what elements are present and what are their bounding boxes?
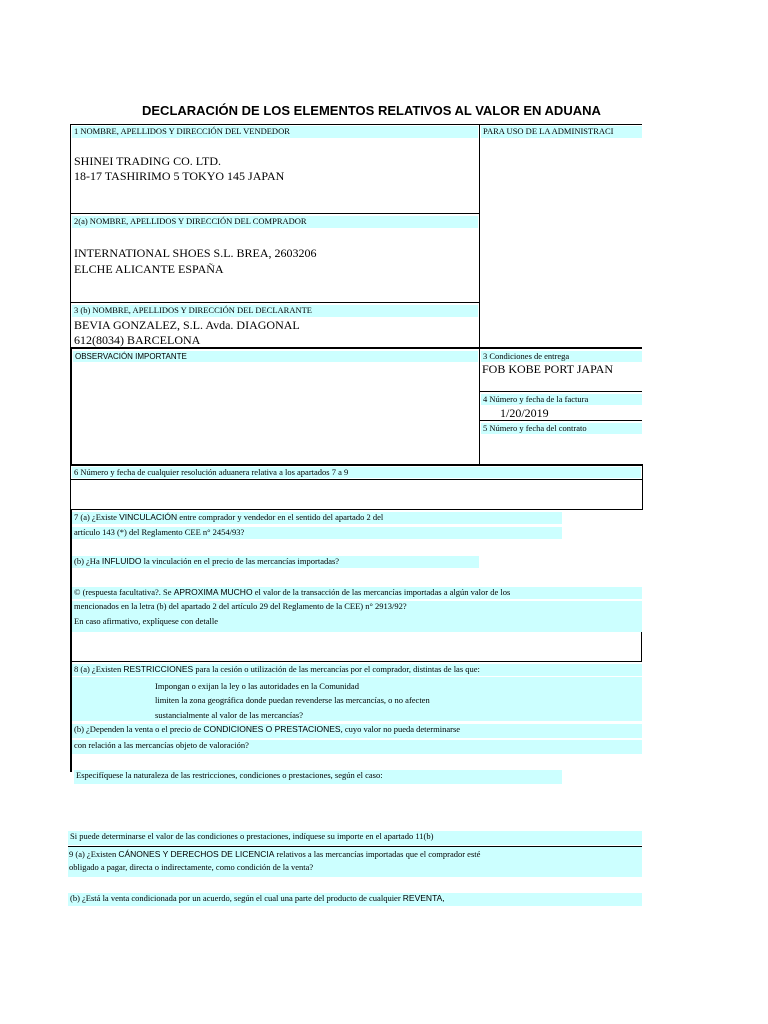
delivery-terms-value: FOB KOBE PORT JAPAN [482, 362, 613, 376]
declarant-name: BEVIA GONZALEZ, S.L. Avda. DIAGONAL [74, 318, 300, 332]
q7b-keyword: INFLUIDO [101, 556, 142, 566]
buyer-name: INTERNATIONAL SHOES S.L. BREA, 2603206 [74, 246, 317, 260]
q8a-sub1: Impongan o exijan la ley o las autoridades en la Comunidad [155, 681, 359, 691]
q9a-line1 [69, 849, 480, 860]
delivery-terms-label: 3 Condiciones de entrega [481, 351, 642, 362]
q8a-sub2: limiten la zona geográfica donde puedan revenderse las mercancías, o no afecten [155, 695, 430, 705]
q8a-keyword: RESTRICCIONES [123, 664, 194, 674]
q8-amount-note: Si puede determinarse el valor de las condiciones o prestaciones, indíquese su importe en el apartado 11(b) [68, 831, 642, 845]
q7a-prefix: 7 (a) ¿Existe [74, 512, 120, 522]
seller-label: 1 NOMBRE, APELLIDOS Y DIRECCIÓN DEL VENDEDOR [72, 126, 478, 138]
invoice-box-bottom [479, 420, 642, 421]
seller-name: SHINEI TRADING CO. LTD. [74, 154, 221, 168]
buyer-box-bottom [70, 302, 479, 303]
seller-address: 18-17 TASHIRIMO 5 TOKYO 145 JAPAN [74, 169, 285, 183]
q8a-suffix: para la cesión o utilización de las mercancías por el comprador, distintas de las que: [193, 664, 480, 674]
q7c-line1 [72, 587, 642, 599]
q8b-keyword: CONDICIONES O PRESTACIONES [203, 724, 341, 734]
section-divider [70, 347, 642, 349]
q8-specify: Especifíquese la naturaleza de las restricciones, condiciones o prestaciones, según el caso: [74, 770, 562, 784]
q9a-prefix: 9 (a) ¿Existen [69, 849, 119, 859]
q9a-line2: obligado a pagar, directa o indirectamente, como condición de la venta? [69, 862, 314, 872]
resolution-label: 6 Número y fecha de cualquier resolución aduanera relativa a los apartados 7 a 9 [72, 467, 641, 478]
q8a [72, 664, 642, 676]
q7a-line1 [72, 512, 562, 524]
declarant-label: 3 (b) NOMBRE, APELLIDOS Y DIRECCIÓN DEL DECLARANTE [72, 305, 478, 317]
q8a-prefix: 8 (a) ¿Existen [74, 664, 124, 674]
q8b-line1 [72, 724, 642, 738]
q9b [68, 893, 642, 906]
q7a-line2: artículo 143 (*) del Reglamento CEE n° 2454/93? [72, 527, 562, 539]
buyer-address: ELCHE ALICANTE ESPAÑA [74, 262, 224, 276]
q7c-suffix: el valor de la transacción de las mercancías importadas a algún valor de los [252, 587, 511, 597]
q9a-suffix: relativos a las mercancías importadas que el comprador esté [274, 849, 481, 859]
resolution-mid-line [71, 479, 642, 480]
q7b [72, 556, 479, 568]
declarant-address: 612(8034) BARCELONA [74, 333, 201, 347]
q7c-line3: En caso afirmativo, explíquese con detalle [72, 616, 642, 632]
q8b-line2: con relación a las mercancías objeto de valoración? [72, 740, 642, 754]
q9b-prefix: (b) ¿Está la venta condicionada por un acuerdo, según el cual una parte del producto de cualquier [70, 893, 403, 903]
q7c-prefix: © (respuesta facultativa?. Se [74, 587, 174, 597]
q7b-suffix: la vinculación en el precio de las mercancías importadas? [141, 556, 340, 566]
observation-label: OBSERVACIÓN IMPORTANTE [73, 351, 478, 362]
q8a-sub3: sustancialmente al valor de las mercancías? [155, 710, 303, 720]
observation-left-edge [70, 347, 72, 465]
box7-bottom [70, 661, 642, 662]
q7a-keyword: VINCULACIÓN [119, 512, 178, 522]
admin-use-label: PARA USO DE LA ADMINISTRACI [481, 126, 642, 138]
page-title: DECLARACIÓN DE LOS ELEMENTOS RELATIVOS AL VALOR EN ADUANA [142, 103, 601, 118]
q7b-prefix: (b) ¿Ha [74, 556, 102, 566]
q8b-suffix: , cuyo valor no pueda determinarse [340, 724, 461, 734]
q9b-suffix: , [442, 893, 445, 903]
q7a-suffix: entre comprador y vendedor en el sentido del apartado 2 del [177, 512, 384, 522]
invoice-label: 4 Número y fecha de la factura [481, 394, 642, 405]
box7-bottom-right [641, 632, 642, 661]
q7c-keyword: APROXIMA MUCHO [173, 587, 253, 597]
q9b-keyword: REVENTA [402, 893, 443, 903]
q8b-prefix: (b) ¿Dependen la venta o el precio de [74, 724, 204, 734]
delivery-box-bottom [479, 391, 642, 392]
invoice-date: 1/20/2019 [500, 406, 549, 420]
q7c-line2: mencionados en la letra (b) del apartado 2 del artículo 29 del Reglamento de la CEE) n° 2913/92? [72, 601, 642, 616]
seller-box-bottom [70, 213, 479, 214]
q9a-keyword: CÁNONES Y DERECHOS DE LICENCIA [118, 849, 275, 859]
buyer-label: 2(a) NOMBRE, APELLIDOS Y DIRECCIÓN DEL COMPRADOR [72, 216, 478, 228]
contract-label: 5 Número y fecha del contrato [481, 423, 642, 434]
